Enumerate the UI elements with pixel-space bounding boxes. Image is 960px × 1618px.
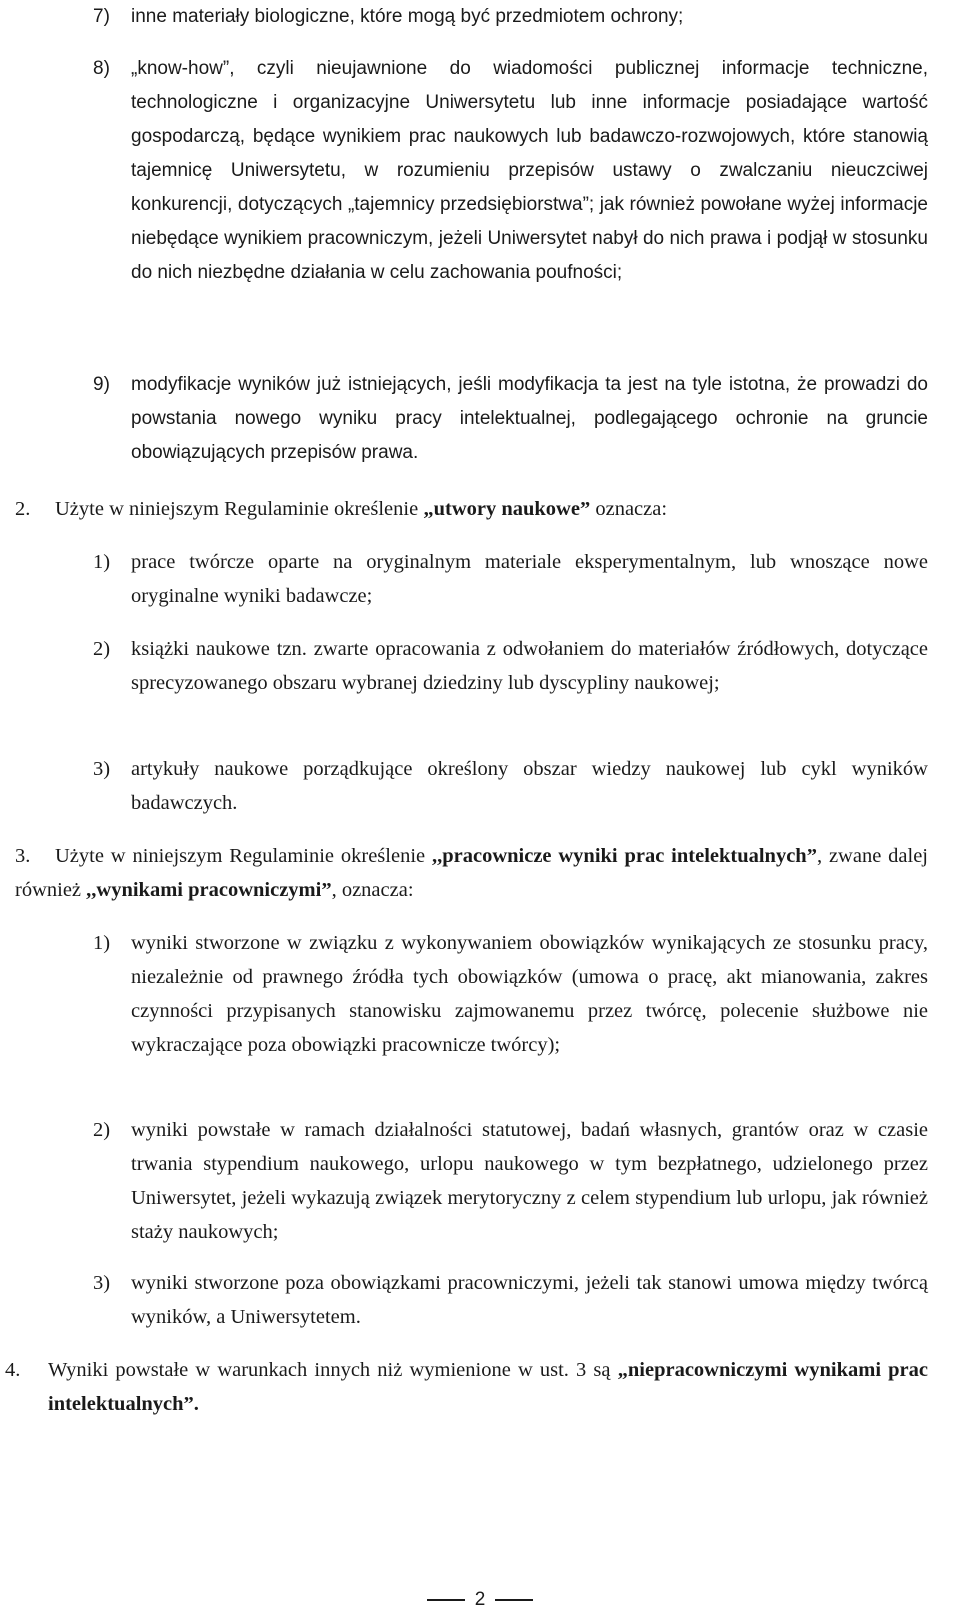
item-number: 3) [93, 1272, 111, 1294]
section-3-item-3 [93, 1266, 928, 1334]
item-text: wyniki stworzone w związku z wykonywaniem obowiązków wynikających ze stosunku pracy, niezależnie od prawnego źródła tych obowiązków (umowa o pracę, akt mianowania, zakres czynności przypisanych stanowisku zajmowanemu przez twórcę, polecenie służbowe nie wykraczające poza obowiązki pracownicze twórcy); [131, 932, 928, 1056]
section-number: 2. [15, 498, 31, 520]
footer-dash-right [495, 1599, 533, 1601]
list-item-7 [93, 0, 933, 34]
list-item-9 [93, 368, 928, 470]
item-number: 3) [93, 758, 111, 780]
footer-dash-left [427, 1599, 465, 1601]
item-number: 1) [93, 932, 111, 954]
item-text: wyniki powstałe w ramach działalności statutowej, badań własnych, grantów oraz w czasie trwania stypendium naukowego, urlopu naukowego w tym bezpłatnego, udzielonego przez Uniwersytet, jeżeli wykazują związek merytoryczny z celem stypendium lub urlopu, jak również staży naukowych; [131, 1119, 928, 1243]
item-text: „know-how”, czyli nieujawnione do wiadomości publicznej informacje techniczne, technologiczne i organizacyjne Uniwersytetu lub inne informacje posiadające wartość gospodarczą, będące wynikiem prac naukowych lub badawczo-rozwojowych, które stanowią tajemnicę Uniwersytetu, w rozumieniu przepisów ustawy o zwalczaniu nieuczciwej konkurencji, dotyczących „tajemnicy przedsiębiorstwa”; jak również powołane wyżej informacje niebędące wynikiem pracowniczym, jeżeli Uniwersytet nabył do nich prawa i podjął w stosunku do nich niezbędne działania w celu zachowania poufności; [131, 58, 928, 283]
section-3-item-2 [93, 1113, 928, 1249]
defined-term-alias: ,,wynikami pracowniczymi” [86, 879, 332, 901]
item-text: prace twórcze oparte na oryginalnym materiale eksperymentalnym, lub wnoszące nowe oryginalne wyniki badawcze; [131, 551, 928, 607]
item-number: 7) [93, 6, 110, 27]
section-number: 4. [5, 1359, 21, 1381]
section-intro-end: , oznacza: [331, 879, 414, 901]
item-number: 9) [93, 374, 110, 395]
item-number: 2) [93, 1119, 111, 1141]
item-text: wyniki stworzone poza obowiązkami pracowniczymi, jeżeli tak stanowi umowa między twórcą wyników, a Uniwersytetem. [131, 1272, 928, 1328]
section-4 [5, 1353, 928, 1421]
section-intro-mid: , zwane dalej również [15, 845, 928, 901]
item-number: 2) [93, 638, 111, 660]
section-number: 3. [15, 845, 31, 867]
section-text: Wyniki powstałe w warunkach innych niż wymienione w ust. 3 są [48, 1359, 618, 1381]
defined-term: „utwory naukowe” [423, 498, 591, 520]
item-text: artykuły naukowe porządkujące określony obszar wiedzy naukowej lub cykl wyników badawczych. [131, 758, 928, 814]
page-footer [0, 1585, 960, 1615]
section-2-item-2 [93, 632, 928, 700]
item-text: inne materiały biologiczne, które mogą być przedmiotem ochrony; [131, 6, 684, 27]
section-2-item-1 [93, 545, 928, 613]
page-number: 2 [474, 1589, 486, 1610]
section-intro: Użyte w niniejszym Regulaminie określenie [55, 845, 432, 867]
section-2-heading [15, 492, 935, 526]
item-number: 1) [93, 551, 111, 573]
section-3-heading [15, 839, 928, 907]
defined-term: „niepracowniczymi wynikami prac intelektualnych”. [48, 1359, 928, 1415]
defined-term: ,,pracownicze wyniki prac intelektualnych” [431, 845, 817, 867]
section-intro: Użyte w niniejszym Regulaminie określenie [55, 498, 424, 520]
list-item-8 [93, 52, 928, 290]
item-number: 8) [93, 58, 110, 79]
item-text: modyfikacje wyników już istniejących, jeśli modyfikacja ta jest na tyle istotna, że prowadzi do powstania nowego wyniku pracy intelektualnej, podlegającego ochronie na gruncie obowiązujących przepisów prawa. [131, 374, 928, 463]
section-2-item-3 [93, 752, 928, 820]
item-text: książki naukowe tzn. zwarte opracowania z odwołaniem do materiałów źródłowych, dotyczące sprecyzowanego obszaru wybranej dziedziny lub dyscypliny naukowej; [131, 638, 928, 694]
section-3-item-1 [93, 926, 928, 1062]
section-intro-end: oznacza: [590, 498, 668, 520]
